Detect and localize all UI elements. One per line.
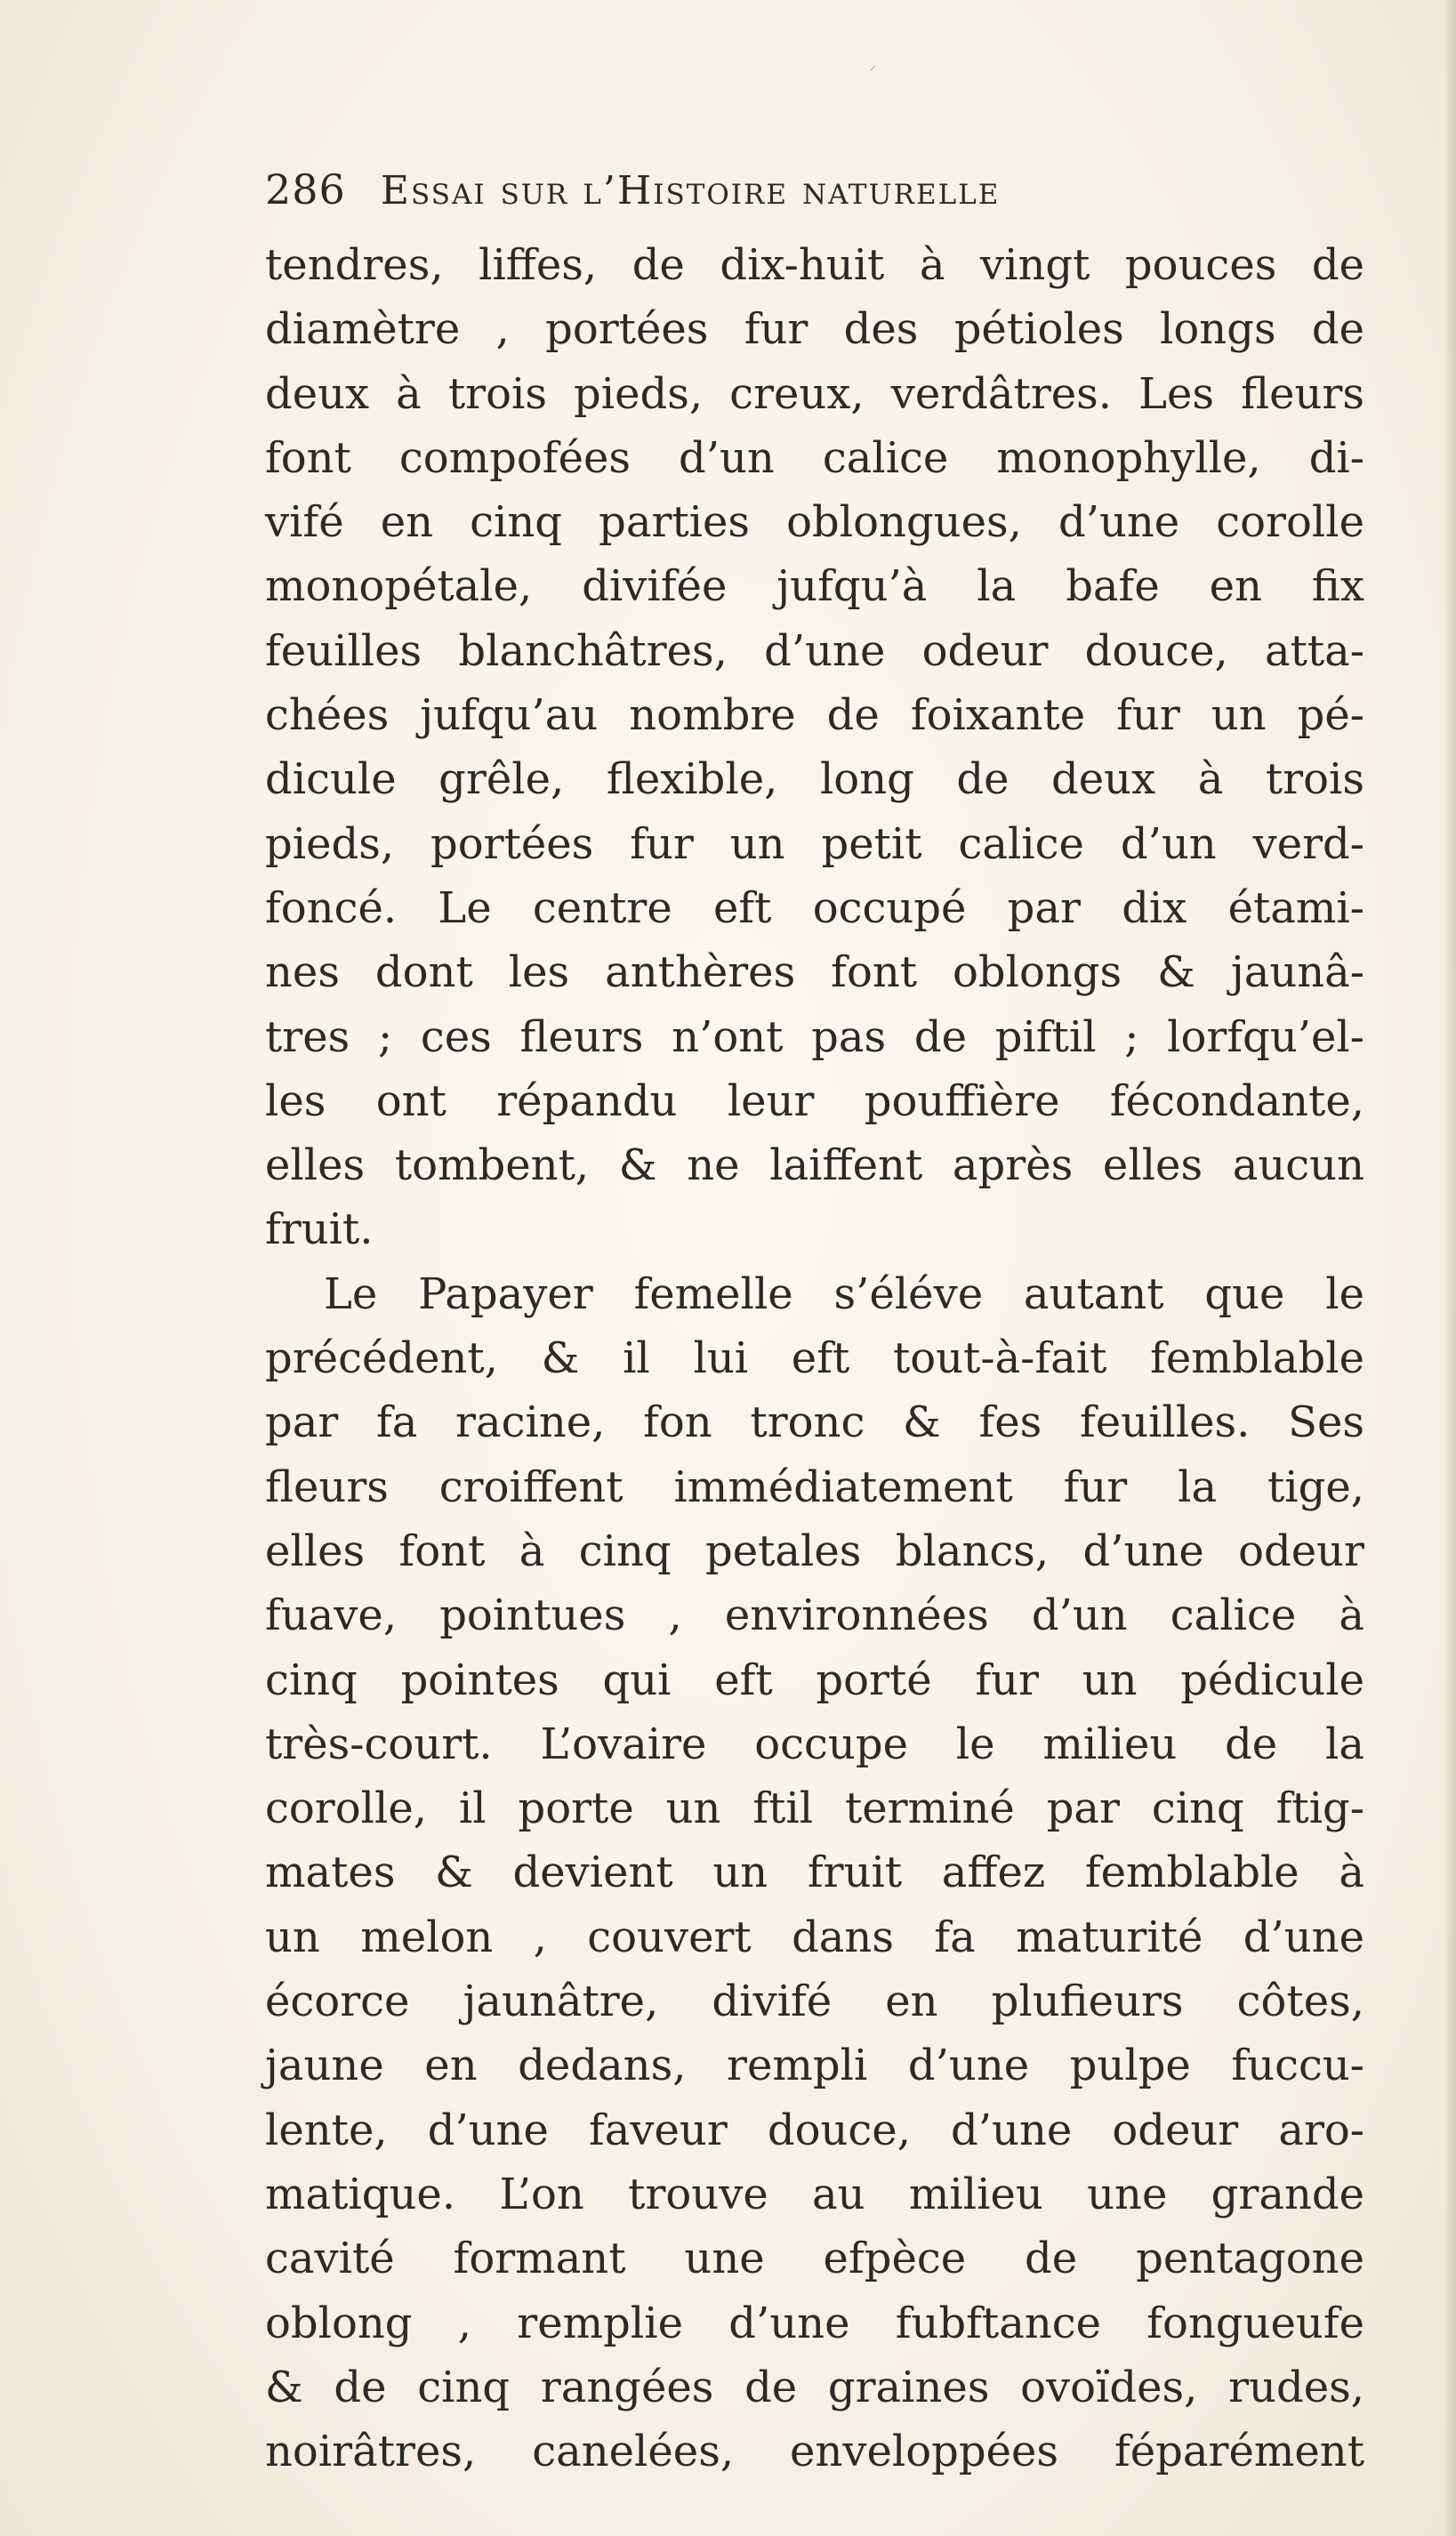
text-line: foncé. Le centre eft occupé par dix étami- xyxy=(265,882,1364,933)
text-line: & de cinq rangées de graines ovoïdes, rudes, xyxy=(265,2362,1364,2412)
text-line: matique. L’on trouve au milieu une grande xyxy=(265,2169,1364,2219)
text-line: un melon , couvert dans fa maturité d’une xyxy=(265,1912,1364,1962)
text-line: cavité formant une efpèce de pentagone xyxy=(265,2234,1364,2284)
text-line: pieds, portées fur un petit calice d’un verd- xyxy=(265,818,1364,869)
text-line: cinq pointes qui eft porté fur un pédicule xyxy=(265,1654,1364,1705)
text-line: tres ; ces fleurs n’ont pas de piftil ; lorfqu’el- xyxy=(265,1011,1364,1062)
ink-speck: ⸝ xyxy=(870,59,876,73)
text-line: précédent, & il lui eft tout-à-fait femblable xyxy=(265,1333,1364,1384)
text-line: font compofées d’un calice monophylle, di- xyxy=(265,432,1364,483)
page-number: 286 xyxy=(265,165,346,213)
text-line: fuave, pointues , environnées d’un calice à xyxy=(265,1590,1364,1641)
text-line: lente, d’une faveur douce, d’une odeur aro- xyxy=(265,2105,1364,2155)
text-line: très-court. L’ovaire occupe le milieu de la xyxy=(265,1719,1364,1769)
text-line: par fa racine, fon tronc & fes feuilles. Ses xyxy=(265,1397,1364,1448)
running-header xyxy=(265,165,1386,237)
text-line: Le Papayer femelle s’éléve autant que le xyxy=(324,1268,1364,1319)
paragraph-2 xyxy=(265,1262,1364,2484)
text-line: diamètre , portées fur des pétioles longs de xyxy=(265,304,1364,355)
text-line: feuilles blanchâtres, d’une odeur douce, atta- xyxy=(265,625,1364,676)
text-line: fleurs croiffent immédiatement fur la tige, xyxy=(265,1461,1364,1512)
running-title: Essai sur l’Histoire naturelle xyxy=(380,168,1001,213)
text-line: noirâtres, canelées, enveloppées féparément xyxy=(265,2427,1364,2477)
text-line: tendres, liffes, de dix-huit à vingt pouces de xyxy=(265,240,1364,290)
text-line: jaune en dedans, rempli d’une pulpe fuccu- xyxy=(265,2041,1364,2091)
text-line: fruit. xyxy=(265,1204,374,1255)
text-line: mates & devient un fruit affez femblable à xyxy=(265,1848,1364,1898)
page-edge-shadow xyxy=(1444,0,1456,2536)
text-line: dicule grêle, flexible, long de deux à trois xyxy=(265,754,1364,805)
text-line: écorce jaunâtre, divifé en plufieurs côtes, xyxy=(265,1976,1364,2027)
text-line: chées jufqu’au nombre de foixante fur un pé- xyxy=(265,690,1364,741)
text-line: nes dont les anthères font oblongs & jaunâ- xyxy=(265,947,1364,998)
text-line: elles font à cinq petales blancs, d’une odeur xyxy=(265,1526,1364,1576)
text-line: monopétale, divifée jufqu’à la bafe en fix xyxy=(265,561,1364,612)
paragraph-1 xyxy=(265,233,1364,1262)
text-line: vifé en cinq parties oblongues, d’une corolle xyxy=(265,497,1364,548)
text-line: corolle, il porte un ftil terminé par cinq ftig- xyxy=(265,1783,1364,1834)
text-line: les ont répandu leur pouffière fécondante, xyxy=(265,1075,1364,1126)
body-text xyxy=(265,233,1364,2484)
text-line: oblong , remplie d’une fubftance fongueufe xyxy=(265,2298,1364,2348)
text-line: deux à trois pieds, creux, verdâtres. Les fleurs xyxy=(265,368,1364,419)
text-line: elles tombent, & ne laiffent après elles aucun xyxy=(265,1140,1364,1191)
